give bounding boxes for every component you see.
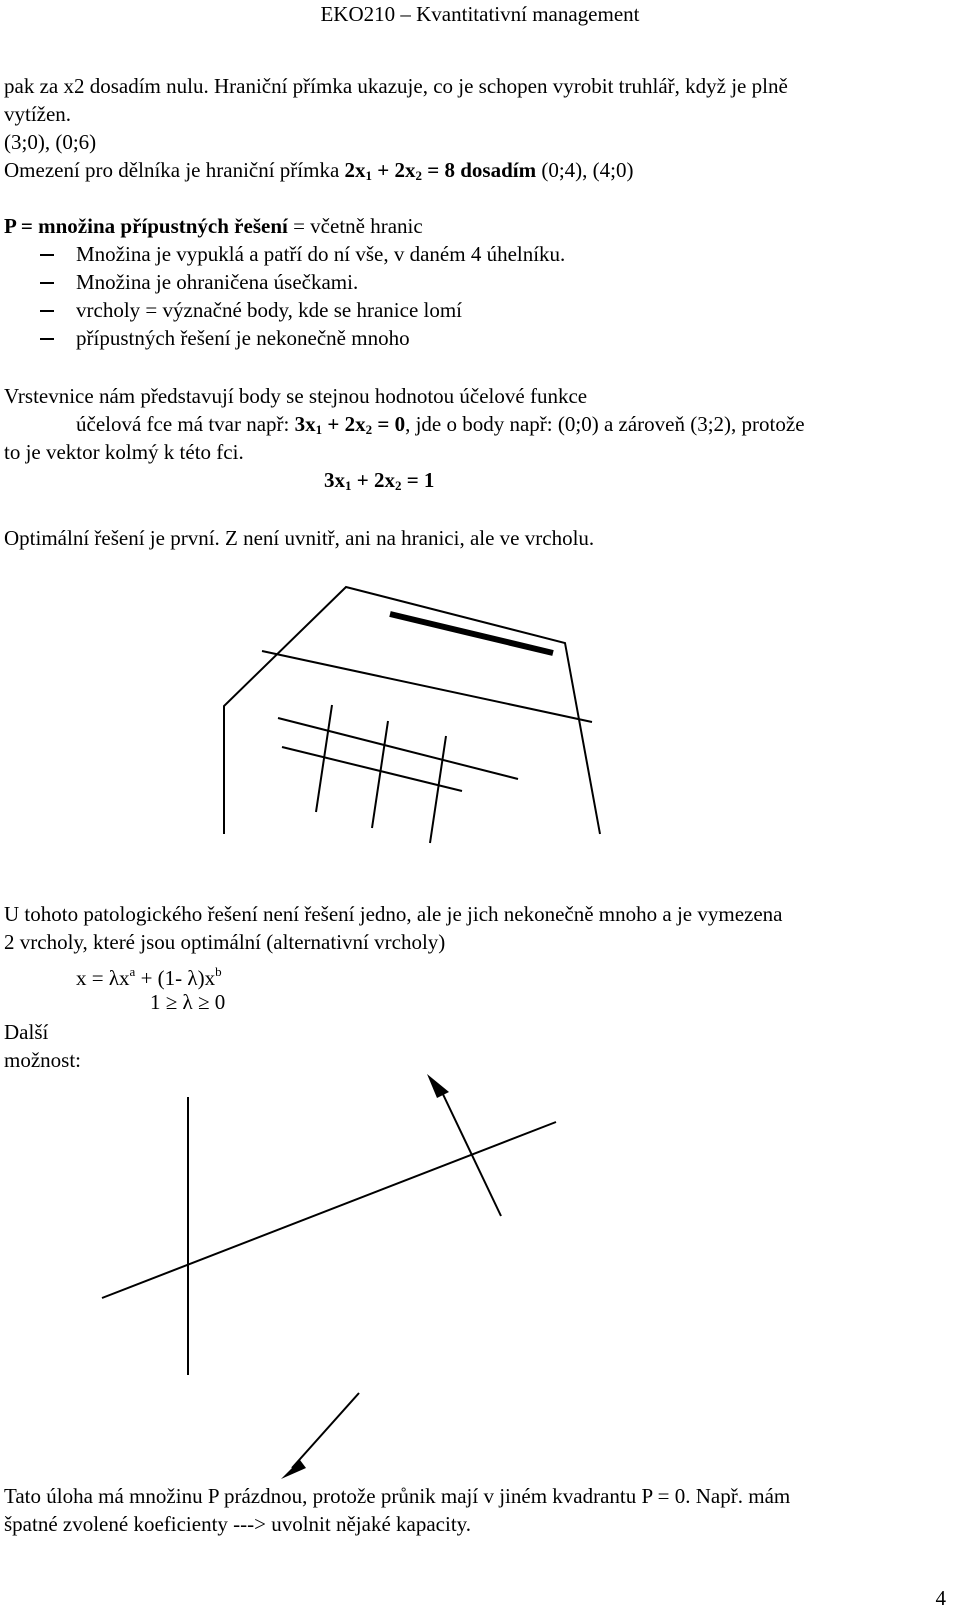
page-number: 4 — [935, 1586, 946, 1610]
equation: 3x — [294, 412, 316, 436]
formula: x = λx — [76, 966, 130, 990]
paragraph-line: Další — [4, 1020, 49, 1044]
equation: = 0 — [372, 412, 406, 436]
text: účelová fce má tvar např: — [76, 412, 295, 436]
arrow-line — [292, 1393, 359, 1468]
paragraph-line: Tato úloha má množinu P prázdnou, protože průnik mají v jiném kvadrantu P = 0. Např. mám — [4, 1484, 791, 1508]
page-header: EKO210 – Kvantitativní management — [320, 2, 640, 26]
paragraph-line: možnost: — [4, 1048, 81, 1072]
equation: = 1 — [401, 468, 435, 492]
iso-line — [262, 651, 592, 722]
subscript: 1 — [345, 478, 352, 493]
paragraph-line: Optimální řešení je první. Z není uvnitř, ani na hranici, ale ve vrcholu. — [4, 526, 595, 550]
equation: 3x — [324, 468, 345, 492]
formula: + (1- λ)x — [135, 966, 216, 990]
points-line: (3;0), (0;6) — [4, 130, 97, 154]
text: Omezení pro dělníka je hraniční přímka — [4, 158, 345, 182]
paragraph-line: špatné zvolené koeficienty ---> uvolnit nějaké kapacity. — [4, 1512, 472, 1536]
equation: = 8 dosadím — [422, 158, 537, 182]
paragraph-line: U tohoto patologického řešení není řešení jedno, ale je jich nekonečně mnoho a je vymezena — [4, 902, 783, 926]
paragraph-line: pak za x2 dosadím nulu. Hraniční přímka ukazuje, co je schopen vyrobit truhlář, když je plně — [4, 74, 788, 98]
subscript: 1 — [315, 422, 323, 437]
bullet-text: přípustných řešení je nekonečně mnoho — [76, 326, 410, 350]
definition-term: P = množina přípustných řešení — [4, 214, 288, 238]
text: , jde o body např: (0;0) a zároveň (3;2), protože — [405, 412, 805, 436]
formula-line: 1 ≥ λ ≥ 0 — [150, 990, 226, 1014]
equation: + 2x — [322, 412, 366, 436]
equation: 2x — [344, 158, 366, 182]
figure-2 — [102, 1074, 556, 1479]
bullet-text: Množina je ohraničena úsečkami. — [76, 270, 359, 294]
subscript: 2 — [415, 168, 423, 183]
iso-line — [282, 747, 462, 791]
subscript: 2 — [394, 478, 402, 493]
superscript: a — [129, 964, 136, 979]
subscript: 1 — [365, 168, 373, 183]
paragraph-line: to je vektor kolmý k této fci. — [4, 440, 244, 464]
text: (0;4), (4;0) — [536, 158, 634, 182]
gradient-line — [430, 736, 446, 843]
arrow-head-icon — [427, 1074, 449, 1098]
definition-text: = včetně hranic — [287, 214, 423, 238]
gradient-line — [372, 721, 388, 828]
paragraph-line: Vrstevnice nám představují body se stejnou hodnotou účelové funkce — [4, 384, 588, 408]
paragraph-line: 2 vrcholy, které jsou optimální (alternativní vrcholy) — [4, 930, 446, 954]
equation: + 2x — [372, 158, 416, 182]
bullet-text: vrcholy = význačné body, kde se hranice lomí — [76, 298, 463, 322]
iso-line — [278, 718, 518, 779]
equation: + 2x — [351, 468, 395, 492]
arrow-head-icon — [281, 1460, 306, 1479]
figure-1 — [224, 587, 600, 843]
bullet-text: Množina je vypuklá a patří do ní vše, v daném 4 úhelníku. — [76, 242, 566, 266]
region-boundary — [224, 587, 600, 834]
subscript: 2 — [365, 422, 373, 437]
formula-line — [76, 958, 222, 992]
boundary-line — [102, 1122, 556, 1298]
superscript: b — [215, 964, 222, 979]
paragraph-line: vytížen. — [4, 102, 72, 126]
arrow-line — [440, 1088, 501, 1216]
